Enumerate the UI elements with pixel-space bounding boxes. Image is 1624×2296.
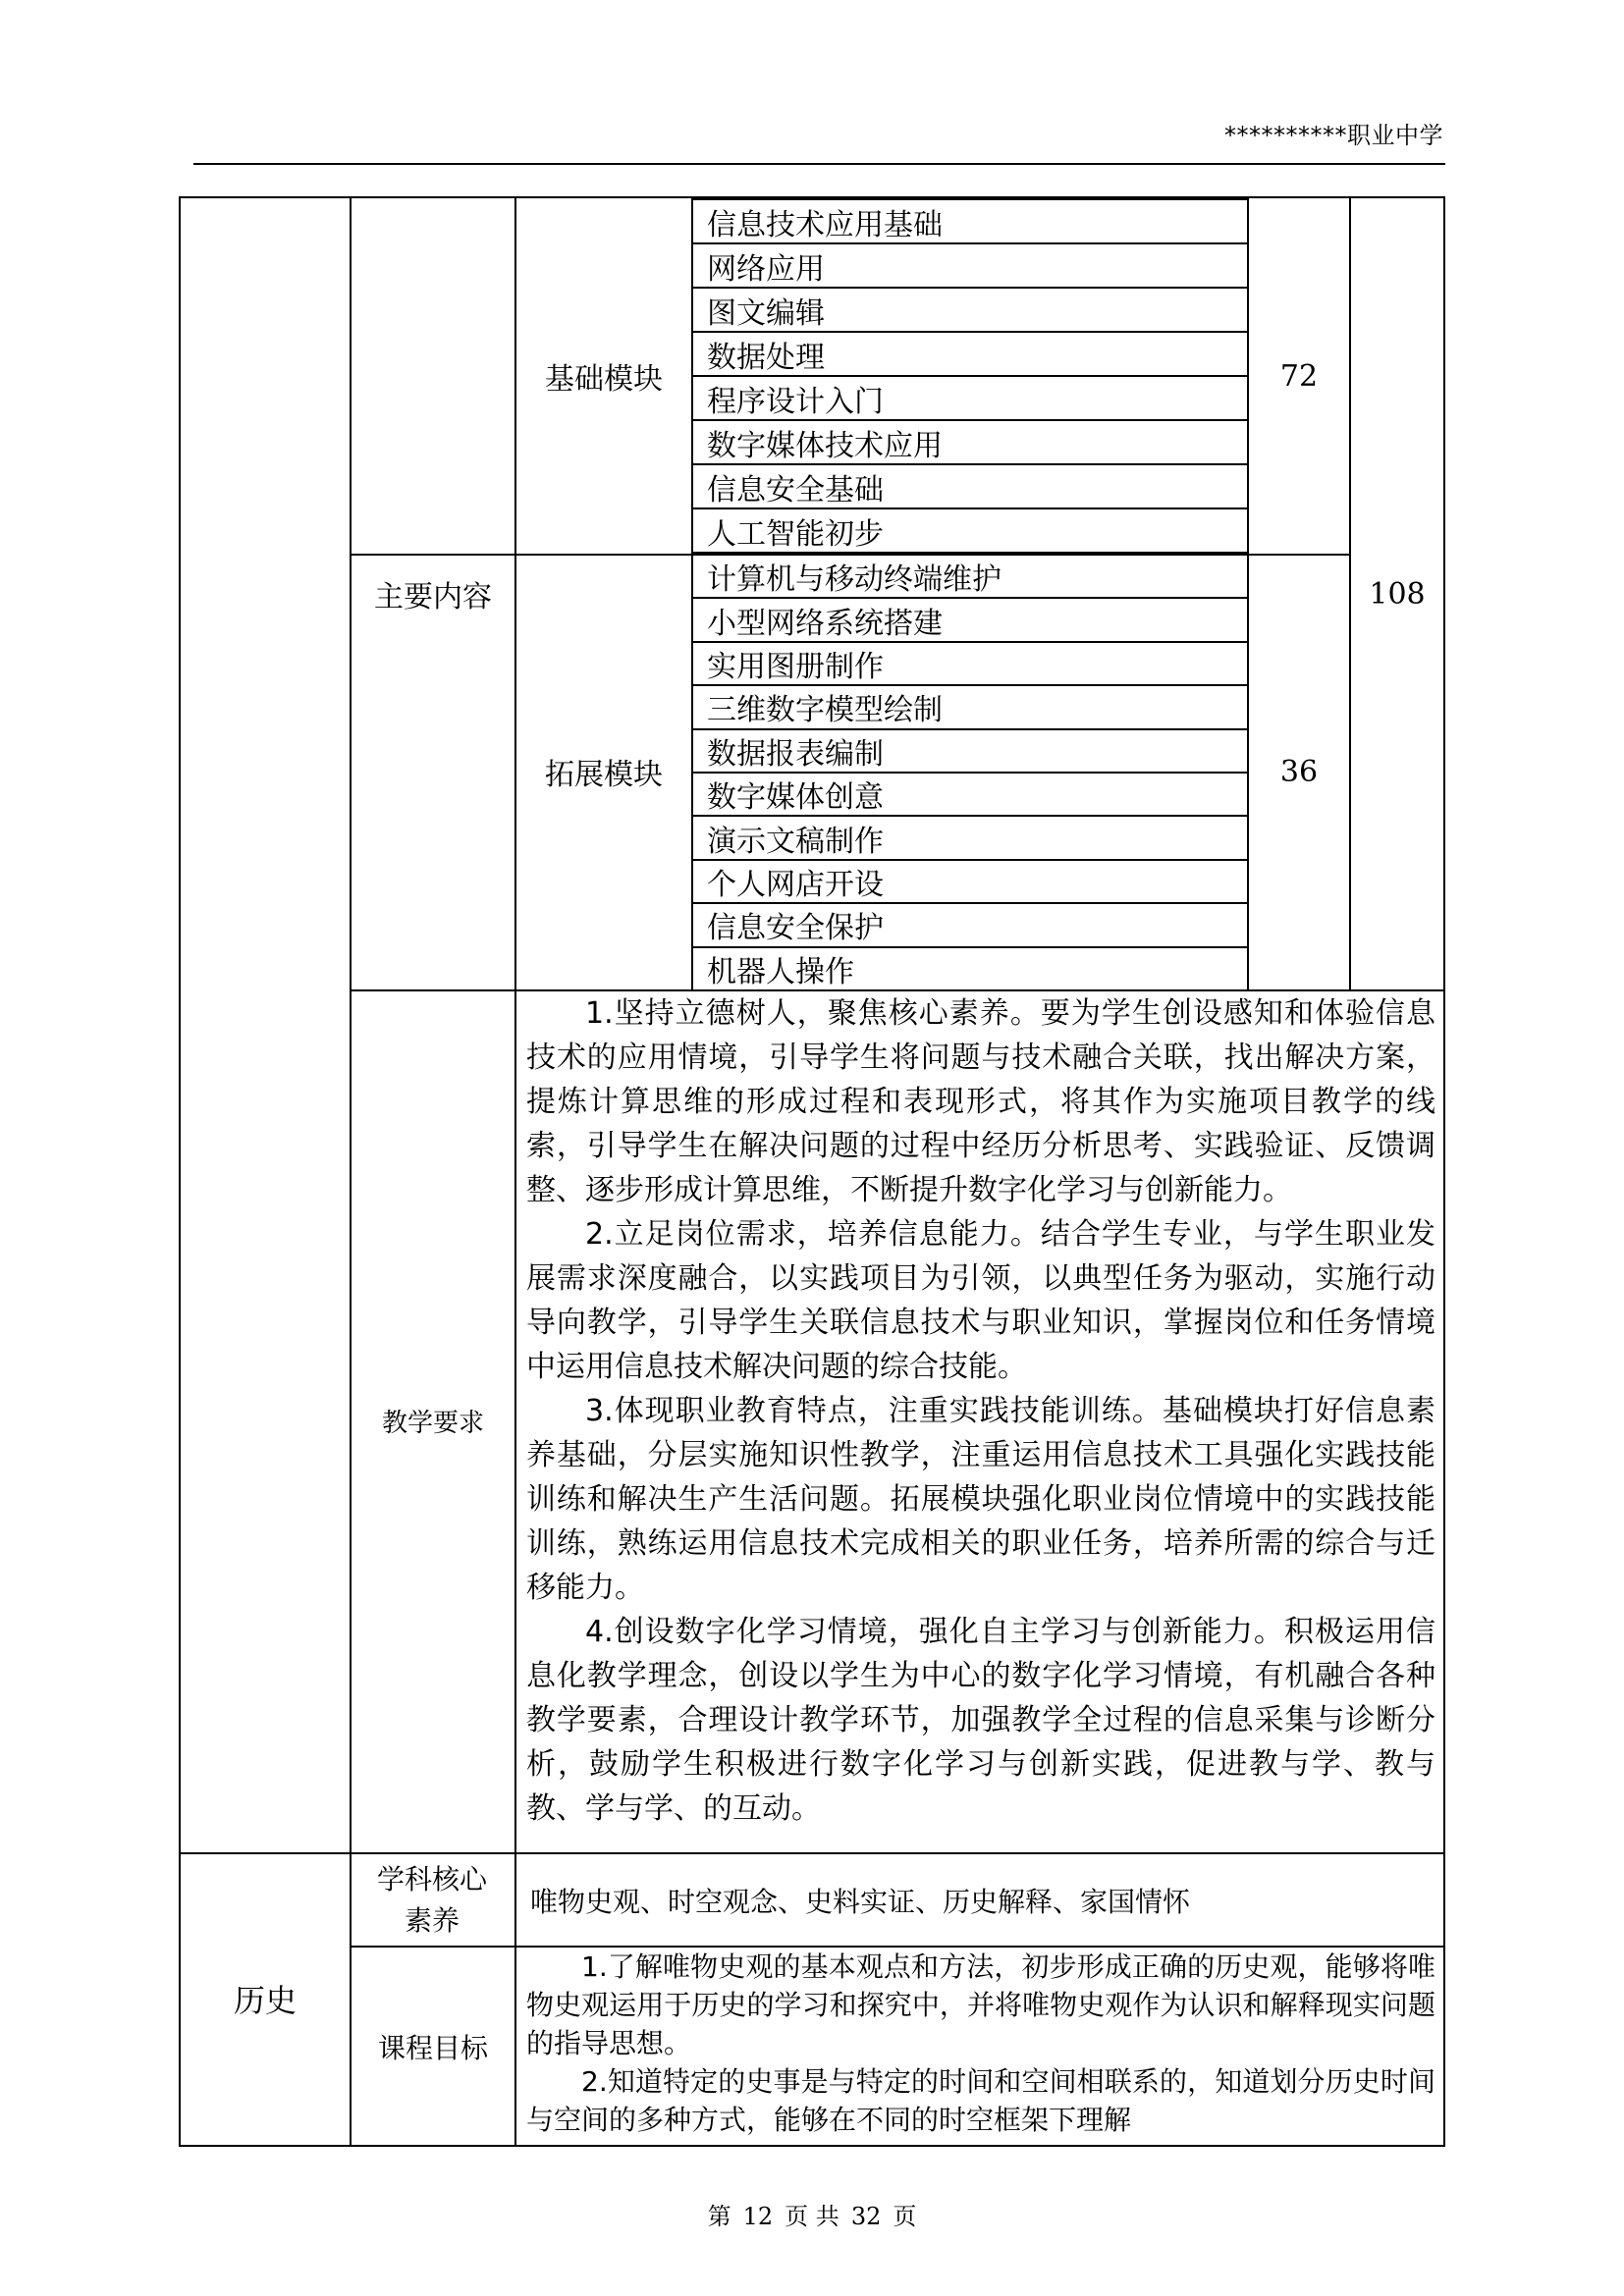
course-goal-paragraph: 1.了解唯物史观的基本观点和方法，初步形成正确的历史观，能够将唯物史观运用于历史的学习和探究中，并将唯物史观作为认识和解释现实问题的指导思想。: [526, 1950, 1435, 2059]
core-literacy-label: 学科核心素养: [377, 1862, 488, 1937]
core-literacy-value: 唯物史观、时空观念、史料实证、历史解释、家国情怀: [530, 1885, 1191, 1918]
module-item: 网络应用: [691, 242, 1249, 289]
extended-module-hours: 36: [1279, 754, 1319, 789]
course-goal-paragraph: 2.知道特定的史事是与特定的时间和空间相联系的，知道划分历史时间与空间的多种方式，能够在不同的时空框架下理解: [526, 2065, 1435, 2136]
header-school-name: **********职业中学: [1224, 122, 1443, 149]
teaching-requirement-paragraph: 1.坚持立德树人，聚焦核心素养。要为学生创设感知和体验信息技术的应用情境，引导学生将问题与技术融合关联，找出解决方案，提炼计算思维的形成过程和表现形式，将其作为实施项目教学的线索，引导学生在解决问题的过程中经历分析思考、实践验证、反馈调整、逐步形成计算思维，不断提升数字化学习与创新能力。: [526, 996, 1435, 1207]
module-item: 信息安全基础: [691, 463, 1249, 509]
basic-module-label: 基础模块: [545, 362, 663, 397]
module-item: 小型网络系统搭建: [691, 597, 1249, 642]
footer-suffix: 页: [893, 2203, 917, 2230]
module-item: 个人网店开设: [691, 859, 1249, 904]
module-item: 人工智能初步: [691, 507, 1249, 554]
course-goals-label: 课程目标: [377, 2031, 488, 2064]
total-hours: 108: [1369, 576, 1426, 612]
curriculum-table: [179, 196, 1445, 2147]
page-number: 12: [742, 2203, 774, 2230]
module-item: 三维数字模型绘制: [691, 684, 1249, 729]
footer-mid: 页 共: [785, 2203, 839, 2230]
course-goals-text: [526, 1948, 1435, 2139]
module-item: 数据报表编制: [691, 728, 1249, 774]
module-item: 演示文稿制作: [691, 815, 1249, 860]
module-item: 图文编辑: [691, 287, 1249, 333]
header-rule: [193, 163, 1445, 165]
module-item: 计算机与移动终端维护: [691, 554, 1249, 599]
module-item: 数字媒体创意: [691, 772, 1249, 817]
teaching-requirements-label: 教学要求: [381, 1409, 484, 1438]
module-item: 数字媒体技术应用: [691, 419, 1249, 465]
module-item: 信息技术应用基础: [691, 198, 1249, 244]
teaching-requirements-text: [526, 991, 1435, 1831]
extended-module-label: 拓展模块: [545, 758, 663, 792]
page-total: 32: [850, 2203, 882, 2230]
module-item: 信息安全保护: [691, 902, 1249, 947]
basic-module-hours: 72: [1279, 358, 1319, 394]
footer-prefix: 第: [707, 2203, 731, 2230]
module-item: 数据处理: [691, 331, 1249, 377]
main-content-label: 主要内容: [374, 580, 492, 614]
module-item: 程序设计入门: [691, 375, 1249, 421]
history-subject-label: 历史: [233, 1982, 297, 2019]
module-item: 机器人操作: [691, 946, 1249, 991]
module-item: 实用图册制作: [691, 641, 1249, 686]
teaching-requirement-paragraph: 2.立足岗位需求，培养信息能力。结合学生专业，与学生职业发展需求深度融合，以实践项目为引领，以典型任务为驱动，实施行动导向教学，引导学生关联信息技术与职业知识，掌握岗位和任务情境中运用信息技术解决问题的综合技能。: [526, 1217, 1435, 1384]
page-footer: [0, 2197, 1624, 2231]
teaching-requirement-paragraph: 4.创设数字化学习情境，强化自主学习与创新能力。积极运用信息化教学理念，创设以学生为中心的数字化学习情境，有机融合各种教学要素，合理设计教学环节，加强教学全过程的信息采集与诊断分析，鼓励学生积极进行数字化学习与创新实践，促进教与学、教与教、学与学、的互动。: [526, 1615, 1435, 1826]
teaching-requirement-paragraph: 3.体现职业教育特点，注重实践技能训练。基础模块打好信息素养基础，分层实施知识性教学，注重运用信息技术工具强化实践技能训练和解决生产生活问题。拓展模块强化职业岗位情境中的实践技能训练，熟练运用信息技术完成相关的职业任务，培养所需的综合与迁移能力。: [526, 1394, 1435, 1605]
